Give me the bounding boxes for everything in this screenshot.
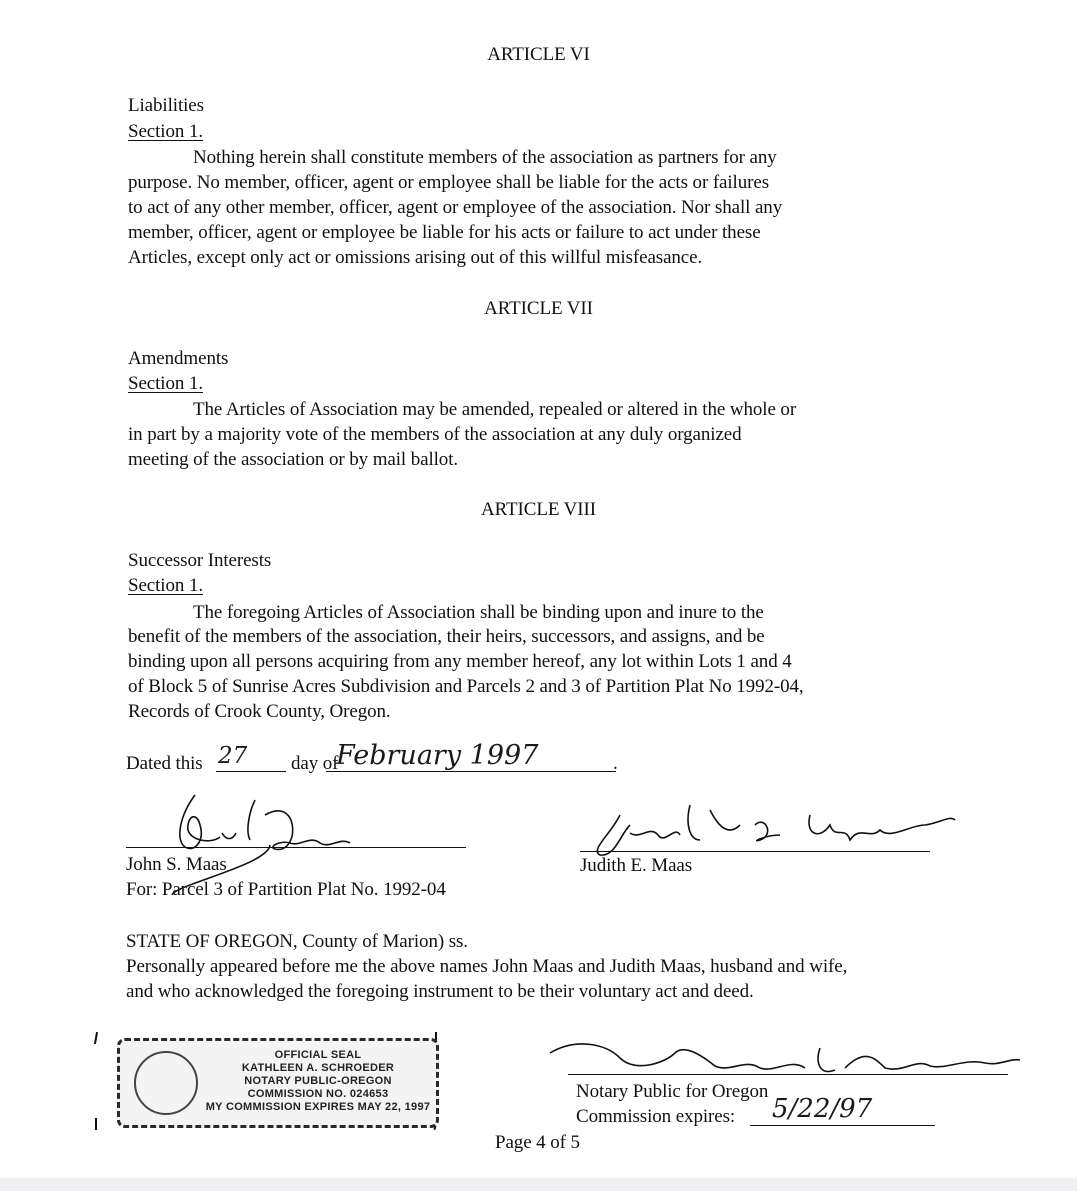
commission-expires-label: Commission expires: bbox=[576, 1106, 736, 1127]
article-8-line: of Block 5 of Sunrise Acres Subdivision and Parcels 2 and 3 of Partition Plat No 1992-04, bbox=[128, 676, 804, 697]
handwritten-month-year: February 1997 bbox=[336, 740, 539, 771]
john-signature-line bbox=[126, 847, 466, 848]
stamp-line: NOTARY PUBLIC-OREGON bbox=[244, 1075, 392, 1087]
commission-expires-line bbox=[750, 1125, 935, 1126]
article-8-section: Section 1. bbox=[128, 575, 203, 596]
john-printed-name: John S. Maas bbox=[126, 854, 227, 875]
dated-middle: day of bbox=[291, 753, 339, 774]
judith-printed-name: Judith E. Maas bbox=[580, 855, 693, 876]
article-7-title: Amendments bbox=[128, 348, 229, 369]
judith-signature-line bbox=[580, 851, 930, 852]
stamp-corner-mark bbox=[94, 1032, 98, 1044]
viewer-bottom-strip bbox=[0, 1178, 1077, 1191]
article-6-title: Liabilities bbox=[128, 95, 204, 116]
page-number: Page 4 of 5 bbox=[495, 1132, 580, 1153]
article-6-line: Articles, except only act or omissions arising out of this willful misfeasance. bbox=[128, 247, 703, 268]
notary-venue: STATE OF OREGON, County of Marion) ss. bbox=[126, 931, 468, 952]
article-8-title: Successor Interests bbox=[128, 550, 272, 571]
article-8-heading: ARTICLE VIII bbox=[481, 499, 596, 520]
dated-suffix: . bbox=[613, 753, 618, 774]
stamp-line: OFFICIAL SEAL bbox=[274, 1049, 362, 1061]
article-7-line: meeting of the association or by mail ballot. bbox=[128, 449, 459, 470]
stamp-line: COMMISSION NO. 024653 bbox=[247, 1088, 389, 1100]
article-7-section: Section 1. bbox=[128, 373, 203, 394]
article-8-line: benefit of the members of the association, their heirs, successors, and assigns, and be bbox=[128, 626, 765, 647]
article-6-line: to act of any other member, officer, agent or employee of the association. Nor shall any bbox=[128, 197, 783, 218]
handwritten-expiration-date: 5/22/97 bbox=[772, 1094, 873, 1124]
notary-acknowledgment-line: and who acknowledged the foregoing instrument to be their voluntary act and deed. bbox=[126, 981, 754, 1002]
article-7-heading: ARTICLE VII bbox=[484, 298, 593, 319]
article-6-section: Section 1. bbox=[128, 121, 203, 142]
article-6-line: Nothing herein shall constitute members of the association as partners for any bbox=[193, 147, 777, 168]
article-8-line: binding upon all persons acquiring from any member hereof, any lot within Lots 1 and 4 bbox=[128, 651, 792, 672]
day-blank-line bbox=[216, 771, 286, 772]
notary-signature-line bbox=[568, 1074, 1008, 1075]
stamp-text bbox=[200, 1049, 436, 1114]
notary-seal-stamp bbox=[117, 1038, 439, 1128]
stamp-corner-mark bbox=[95, 1118, 97, 1130]
article-8-line: The foregoing Articles of Association shall be binding upon and inure to the bbox=[193, 602, 764, 623]
article-8-line: Records of Crook County, Oregon. bbox=[128, 701, 391, 722]
notary-acknowledgment-line: Personally appeared before me the above names John Maas and Judith Maas, husband and wife, bbox=[126, 956, 848, 977]
article-7-line: in part by a majority vote of the members of the association at any duly organized bbox=[128, 424, 742, 445]
article-6-line: purpose. No member, officer, agent or employee shall be liable for the acts or failures bbox=[128, 172, 769, 193]
stamp-line: MY COMMISSION EXPIRES MAY 22, 1997 bbox=[205, 1101, 431, 1113]
handwritten-day: 27 bbox=[218, 743, 248, 769]
dated-prefix: Dated this bbox=[126, 753, 203, 774]
article-7-line: The Articles of Association may be amended, repealed or altered in the whole or bbox=[193, 399, 797, 420]
month-blank-line bbox=[326, 771, 616, 772]
seal-emblem bbox=[134, 1051, 198, 1115]
notary-title: Notary Public for Oregon bbox=[576, 1081, 769, 1102]
stamp-line: KATHLEEN A. SCHROEDER bbox=[241, 1062, 395, 1074]
article-6-line: member, officer, agent or employee be liable for his acts or failure to act under these bbox=[128, 222, 761, 243]
article-6-heading: ARTICLE VI bbox=[487, 44, 590, 65]
john-parcel-note: For: Parcel 3 of Partition Plat No. 1992-04 bbox=[126, 879, 446, 900]
